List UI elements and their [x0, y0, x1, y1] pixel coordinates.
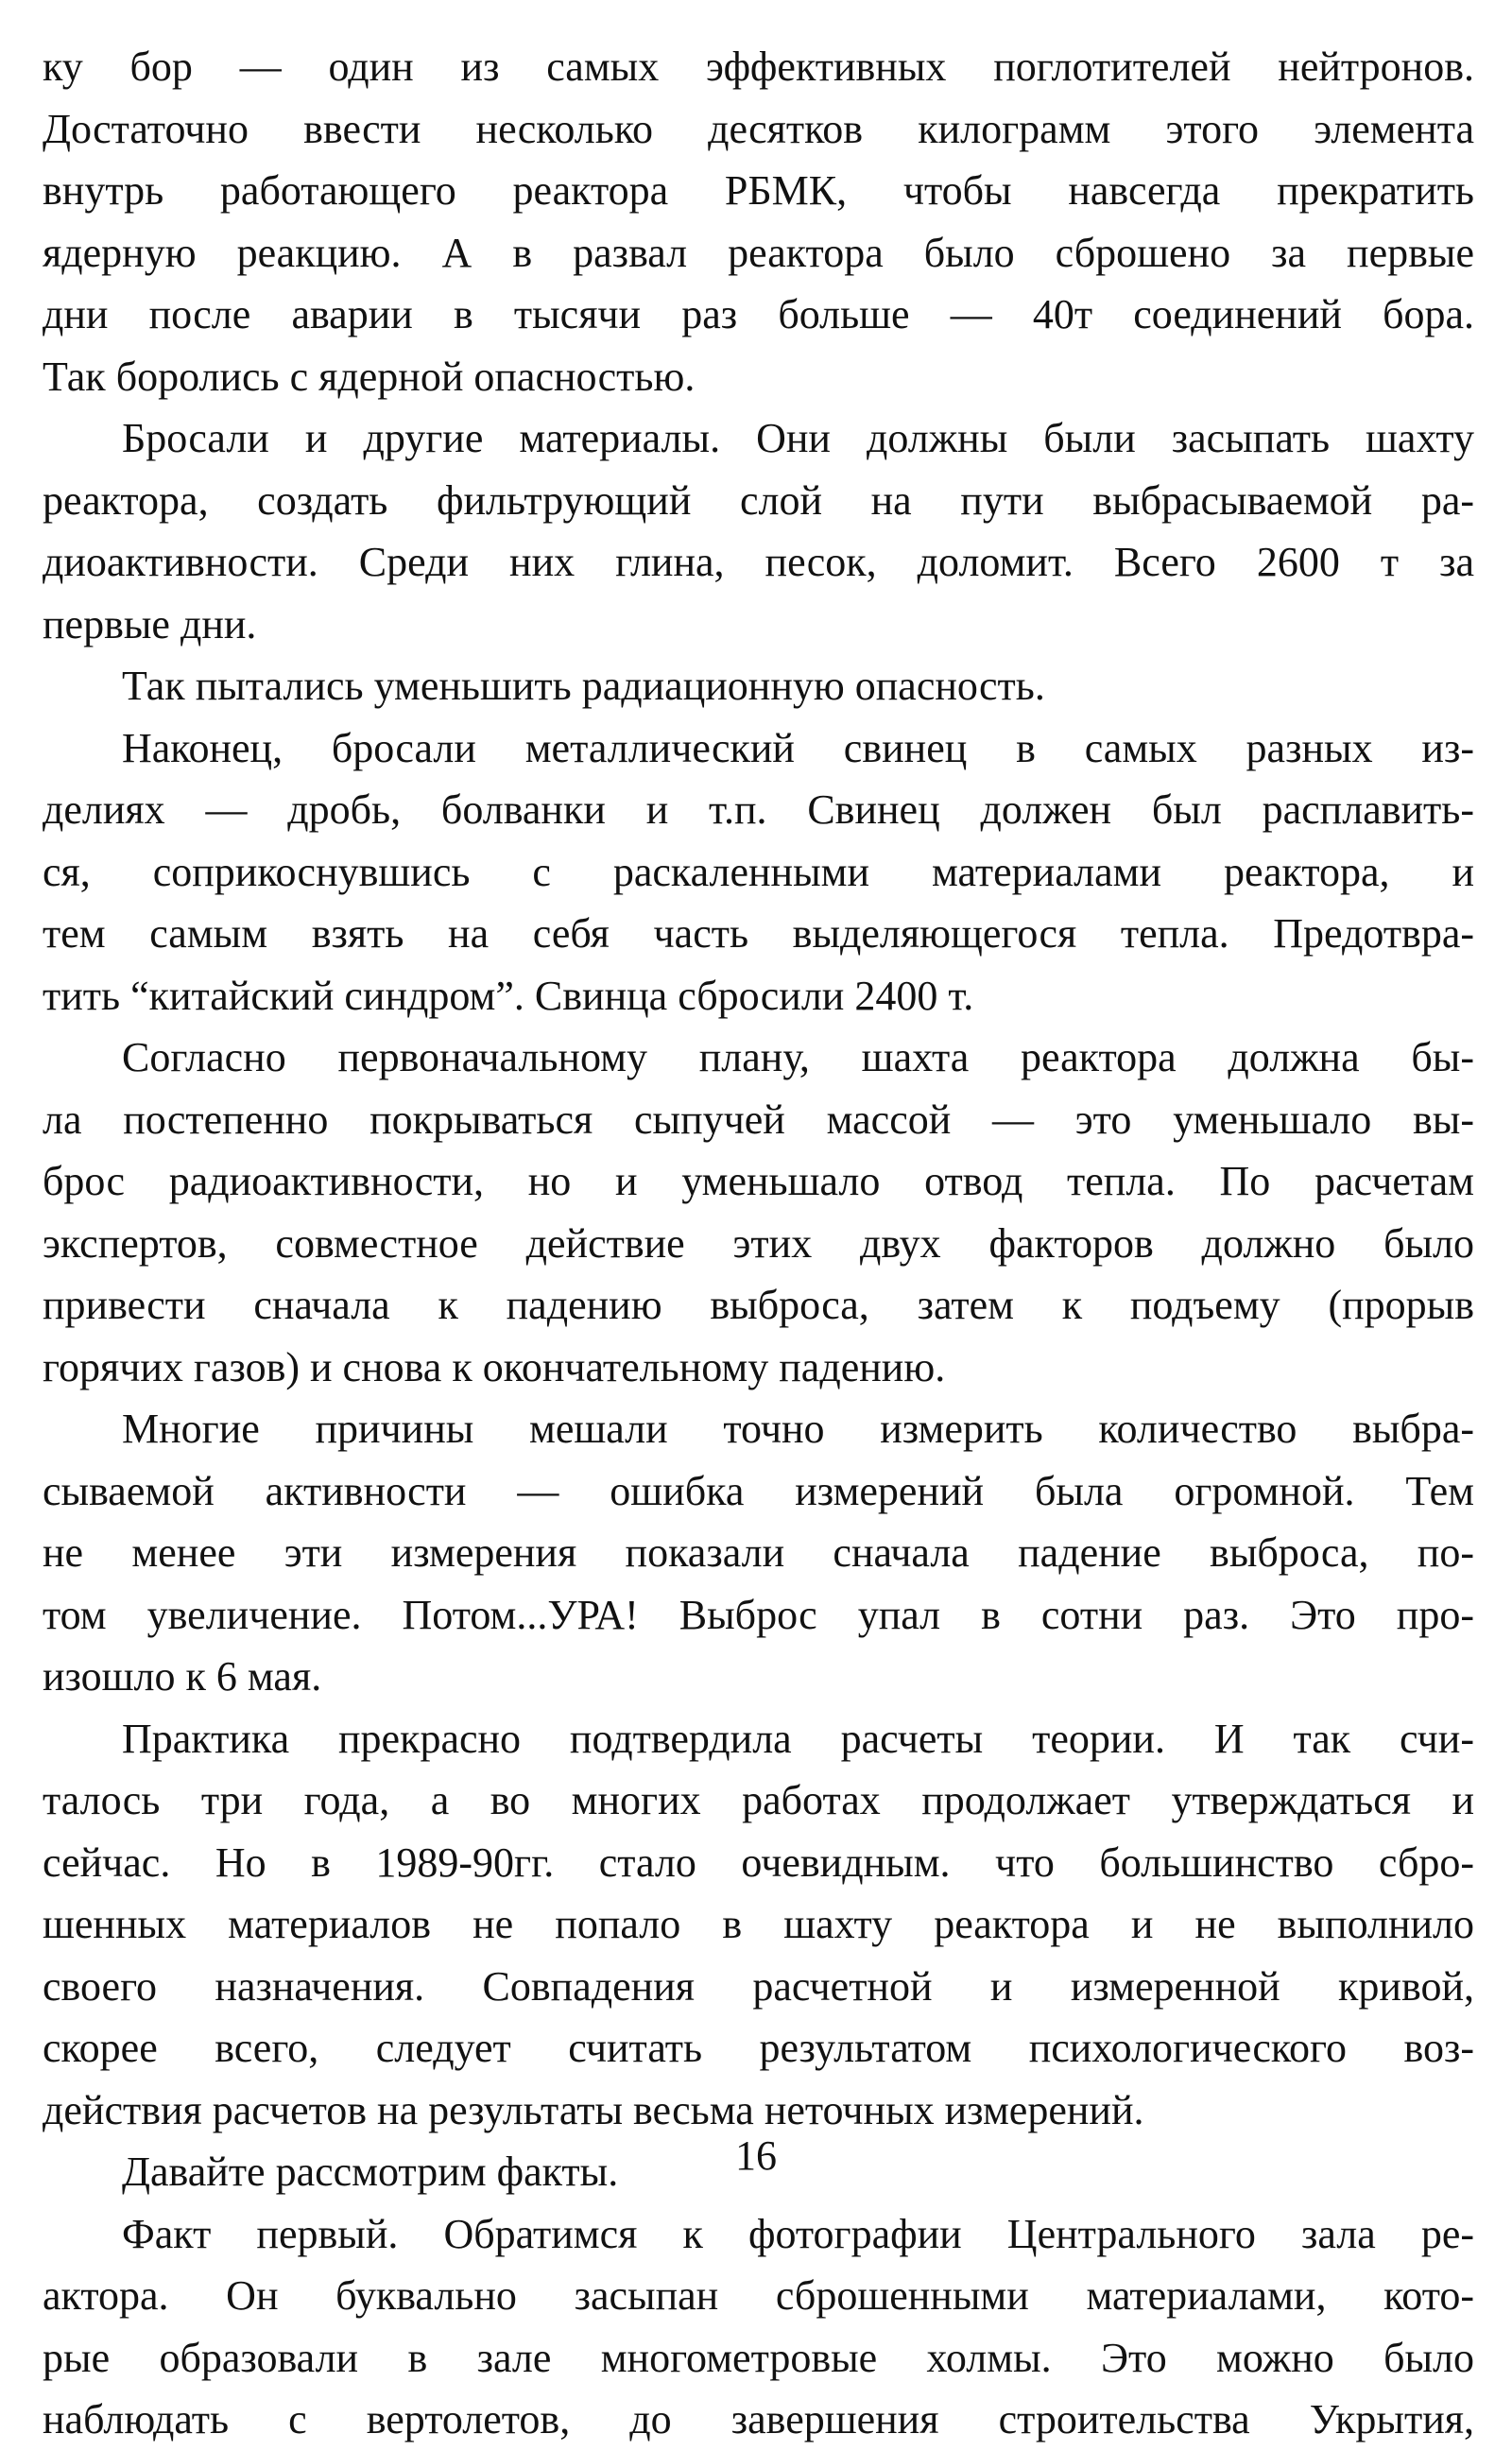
text-line: Наконец, бросали металлический свинец в самых разных из-: [122, 724, 1474, 771]
page-number: 16: [735, 2132, 777, 2179]
text-line: Так пытались уменьшить радиационную опасность.: [122, 663, 1045, 709]
text-line: том увеличение. Потом...УРА! Выброс упал в сотни раз. Это про-: [43, 1591, 1474, 1638]
page-body: [43, 36, 1474, 2451]
text-line: талось три года, а во многих работах продолжает утверждаться и: [43, 1777, 1474, 1823]
text-line: внутрь работающего реактора РБМК, чтобы навсегда прекратить: [43, 167, 1474, 214]
text-line: брос радиоактивности, но и уменьшало отвод тепла. По расчетам: [43, 1158, 1474, 1204]
text-line: Давайте рассмотрим факты.: [122, 2149, 619, 2195]
text-line: дни после аварии в тысячи раз больше — 40т соединений бора.: [43, 291, 1474, 337]
text-line: Многие причины мешали точно измерить количество выбра-: [122, 1406, 1474, 1452]
paragraph: [43, 655, 1474, 717]
paragraph: [43, 2203, 1474, 2451]
text-line: не менее эти измерения показали сначала падение выброса, по-: [43, 1529, 1474, 1576]
text-line: Факт первый. Обратимся к фотографии Центрального зала ре-: [122, 2210, 1474, 2257]
text-line: Согласно первоначальному плану, шахта реактора должна бы-: [122, 1034, 1474, 1080]
text-line: изошло к 6 мая.: [43, 1653, 322, 1700]
text-line: сываемой активности — ошибка измерений была огромной. Тем: [43, 1467, 1474, 1514]
text-line: диоактивности. Среди них глина, песок, доломит. Всего 2600 т за: [43, 539, 1474, 585]
text-line: шенных материалов не попало в шахту реактора и не выполнило: [43, 1901, 1474, 1947]
text-line: Достаточно ввести несколько десятков килограмм этого элемента: [43, 105, 1474, 152]
text-line: наблюдать с вертолетов, до завершения строительства Укрытия,: [43, 2396, 1474, 2442]
text-line: скорее всего, следует считать результатом психологического воз-: [43, 2025, 1474, 2071]
text-line: ядерную реакцию. А в развал реактора было сброшено за первые: [43, 229, 1474, 276]
text-line: экспертов, совместное действие этих двух факторов должно было: [43, 1219, 1474, 1267]
paragraph: [43, 1708, 1474, 2142]
text-line: первые дни.: [43, 600, 257, 647]
text-line: действия расчетов на результаты весьма неточных измерений.: [43, 2086, 1144, 2133]
text-line: ку бор — один из самых эффективных поглотителей нейтронов.: [43, 43, 1474, 90]
paragraph: [43, 407, 1474, 655]
text-line: сейчас. Но в 1989-90гг. стало очевидным. что большинство сбро-: [43, 1838, 1474, 1886]
text-line: ла постепенно покрываться сыпучей массой — это уменьшало вы-: [43, 1096, 1474, 1143]
paragraph: [43, 1027, 1474, 1398]
text-line: горячих газов) и снова к окончательному падению.: [43, 1343, 946, 1390]
text-line: тем самым взять на себя часть выделяющегося тепла. Предотвра-: [43, 910, 1474, 957]
paragraph: [43, 717, 1474, 1027]
text-line: Так боролись с ядерной опасностью.: [43, 353, 696, 400]
text-line: своего назначения. Совпадения расчетной и измеренной кривой,: [43, 1962, 1474, 2010]
paragraph: [43, 1398, 1474, 1708]
text-line: делиях — дробь, болванки и т.п. Свинец должен был расплавить-: [43, 786, 1474, 833]
text-line: Практика прекрасно подтвердила расчеты теории. И так счи-: [122, 1715, 1474, 1762]
text-line: Бросали и другие материалы. Они должны были засыпать шахту: [122, 415, 1474, 461]
text-line: рые образовали в зале многометровые холмы. Это можно было: [43, 2334, 1474, 2381]
text-line: актора. Он буквально засыпан сброшенными материалами, кото-: [43, 2272, 1474, 2319]
text-line: ся, соприкоснувшись с раскаленными материалами реактора, и: [43, 848, 1474, 895]
text-line: реактора, создать фильтрующий слой на пути выбрасываемой ра-: [43, 476, 1474, 524]
text-line: привести сначала к падению выброса, затем к подъему (прорыв: [43, 1282, 1474, 1328]
text-line: тить “китайский синдром”. Свинца сбросили 2400 т.: [43, 972, 974, 1019]
paragraph: [43, 36, 1474, 407]
